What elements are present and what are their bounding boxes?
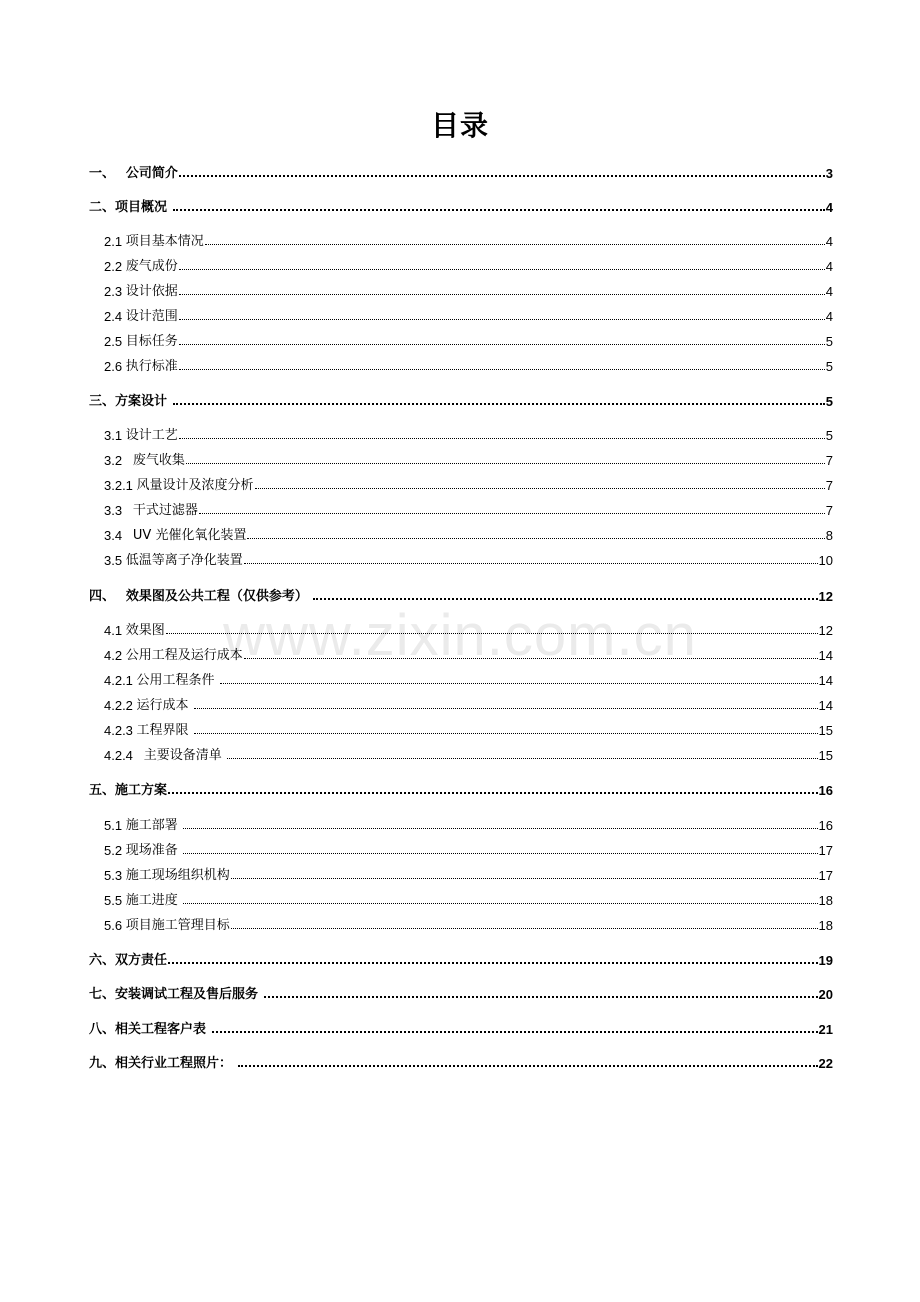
toc-entry-number: 四、 [89, 588, 126, 603]
toc-entry-number: 5.2 [104, 843, 126, 858]
toc-entry-title: 项目概况 [115, 200, 172, 215]
toc-entry-title: 双方责任 [115, 953, 168, 968]
toc-entry-number: 4.2.1 [104, 673, 137, 688]
toc-entry-section[interactable] [89, 780, 833, 798]
toc-entry-subsection[interactable] [104, 425, 833, 443]
toc-entry-page-number: 18 [818, 918, 833, 933]
toc-entry-subsection[interactable] [104, 331, 833, 349]
toc-entry-page-number: 20 [818, 987, 833, 1002]
toc-entry-title: 公用工程及运行成本 [125, 648, 243, 663]
toc-entry-title: 风量设计及浓度分析 [136, 478, 254, 493]
toc-entry-subsection[interactable] [104, 450, 833, 468]
toc-entry-subsection[interactable] [104, 645, 833, 663]
toc-entry-subsection[interactable] [104, 231, 833, 249]
toc-dot-leader [173, 209, 825, 211]
toc-dot-leader [179, 269, 825, 270]
toc-entry-section[interactable] [89, 163, 833, 181]
toc-entry-page-number: 4 [825, 234, 833, 249]
toc-entry-title: 目标任务 [125, 334, 178, 349]
toc-dot-leader [166, 633, 818, 634]
toc-entry-subsection[interactable] [104, 915, 833, 933]
toc-dot-leader [244, 658, 818, 659]
toc-entry-number: 九、 [89, 1055, 116, 1070]
toc-entry-page-number: 16 [818, 783, 833, 798]
toc-entry-title: 低温等离子净化装置 [125, 553, 243, 568]
toc-entry-page-number: 18 [818, 893, 833, 908]
toc-dot-leader [247, 538, 824, 539]
toc-entry-title: 施工进度 [125, 893, 182, 908]
toc-entry-subsection[interactable] [104, 670, 833, 688]
toc-entry-number: 3.2 [104, 453, 133, 468]
toc-entry-title: 效果图 [125, 623, 165, 638]
toc-entry-page-number: 5 [825, 334, 833, 349]
toc-dot-leader [194, 708, 818, 709]
toc-entry-page-number: 7 [825, 478, 833, 493]
toc-entry-number: 5.6 [104, 918, 126, 933]
toc-entry-title: 设计依据 [125, 284, 178, 299]
toc-entry-number: 3.3 [104, 503, 133, 518]
toc-entry-title: 效果图及公共工程（仅供参考） [125, 589, 313, 604]
toc-entry-page-number: 5 [825, 428, 833, 443]
toc-entry-title: 工程界限 [136, 723, 193, 738]
watermark: www.zixin.com.cn [223, 603, 697, 668]
toc-entry-section[interactable] [89, 586, 833, 604]
toc-entry-page-number: 3 [825, 166, 833, 181]
toc-entry-title: 施工现场组织机构 [125, 868, 230, 883]
toc-entry-title: 安装调试工程及售后服务 [115, 987, 263, 1002]
toc-entry-number: 4.2 [104, 648, 126, 663]
toc-entry-page-number: 12 [818, 589, 833, 604]
toc-entry-page-number: 22 [818, 1056, 833, 1071]
toc-entry-section[interactable] [89, 1053, 833, 1071]
toc-entry-number: 八、 [89, 1021, 116, 1036]
toc-entry-title: 相关工程客户表 [115, 1022, 211, 1037]
toc-dot-leader [264, 996, 818, 998]
toc-entry-subsection[interactable] [104, 840, 833, 858]
toc-dot-leader [179, 175, 825, 177]
toc-entry-number: 3.2.1 [104, 478, 137, 493]
toc-entry-page-number: 16 [818, 818, 833, 833]
toc-dot-leader [227, 758, 818, 759]
toc-entry-number: 2.2 [104, 259, 126, 274]
toc-entry-section[interactable] [89, 1019, 833, 1037]
toc-entry-page-number: 14 [818, 698, 833, 713]
toc-dot-leader [173, 403, 825, 405]
toc-dot-leader [313, 598, 817, 600]
toc-entry-page-number: 8 [825, 528, 833, 543]
toc-entry-subsection[interactable] [104, 525, 833, 543]
toc-entry-subsection[interactable] [104, 550, 833, 568]
toc-entry-page-number: 17 [818, 843, 833, 858]
toc-entry-number: 三、 [89, 393, 116, 408]
toc-dot-leader [231, 928, 818, 929]
toc-entry-page-number: 7 [825, 503, 833, 518]
toc-entry-page-number: 15 [818, 723, 833, 738]
toc-entry-page-number: 14 [818, 673, 833, 688]
toc-entry-subsection[interactable] [104, 720, 833, 738]
toc-entry-title: 干式过滤器 [132, 503, 198, 518]
toc-entry-subsection[interactable] [104, 865, 833, 883]
toc-entry-title: 主要设备清单 [143, 748, 226, 763]
toc-entry-number: 4.2.2 [104, 698, 137, 713]
toc-entry-number: 3.5 [104, 553, 126, 568]
toc-entry-number: 2.1 [104, 234, 126, 249]
toc-entry-page-number: 4 [825, 284, 833, 299]
toc-entry-number: 2.6 [104, 359, 126, 374]
toc-entry-number: 4.2.3 [104, 723, 137, 738]
toc-entry-page-number: 10 [818, 553, 833, 568]
toc-dot-leader [179, 319, 825, 320]
toc-dot-leader [183, 828, 818, 829]
toc-entry-title: 现场准备 [125, 843, 182, 858]
toc-entry-page-number: 4 [825, 200, 833, 215]
toc-entry-number: 3.1 [104, 428, 126, 443]
toc-entry-title: 施工方案 [115, 783, 168, 798]
toc-entry-page-number: 14 [818, 648, 833, 663]
toc-entry-page-number: 17 [818, 868, 833, 883]
toc-entry-section[interactable] [89, 950, 833, 968]
toc-entry-number: 二、 [89, 199, 116, 214]
toc-entry-number: 一、 [89, 165, 126, 180]
toc-dot-leader [168, 962, 818, 964]
toc-entry-title: 设计范围 [125, 309, 178, 324]
toc-entry-title: 设计工艺 [125, 428, 178, 443]
toc-entry-page-number: 5 [825, 394, 833, 409]
toc-dot-leader [179, 294, 825, 295]
toc-dot-leader [179, 344, 825, 345]
toc-entry-title: 施工部署 [125, 818, 182, 833]
toc-entry-page-number: 5 [825, 359, 833, 374]
page-title: 目录 [430, 109, 489, 142]
toc-dot-leader [238, 1065, 818, 1067]
toc-entry-page-number: 4 [825, 309, 833, 324]
toc-entry-section[interactable] [89, 984, 833, 1002]
toc-entry-section[interactable] [89, 391, 833, 409]
toc-entry-page-number: 15 [818, 748, 833, 763]
toc-entry-number: 3.4 [104, 528, 133, 543]
toc-dot-leader [255, 488, 825, 489]
toc-entry-title: 公用工程条件 [136, 673, 219, 688]
toc-entry-title: 项目基本情况 [125, 234, 204, 249]
toc-entry-number: 5.5 [104, 893, 126, 908]
toc-entry-subsection[interactable] [104, 745, 833, 763]
toc-entry-title: 废气收集 [132, 453, 185, 468]
toc-dot-leader [244, 563, 818, 564]
toc-entry-subsection[interactable] [104, 890, 833, 908]
toc-dot-leader [168, 792, 818, 794]
toc-dot-leader [194, 733, 818, 734]
toc-entry-subsection[interactable] [104, 356, 833, 374]
toc-entry-page-number: 21 [818, 1022, 833, 1037]
toc-entry-number: 4.2.4 [104, 748, 144, 763]
toc-dot-leader [186, 463, 825, 464]
toc-entry-section[interactable] [89, 197, 833, 215]
toc-entry-number: 六、 [89, 952, 116, 967]
toc-entry-title: 方案设计 [115, 394, 172, 409]
toc-entry-subsection[interactable] [104, 620, 833, 638]
toc-dot-leader [220, 683, 818, 684]
toc-dot-leader [183, 853, 818, 854]
toc-dot-leader [183, 903, 818, 904]
toc-entry-title: 相关行业工程照片： [115, 1056, 237, 1071]
toc-entry-title: 执行标准 [125, 359, 178, 374]
toc-dot-leader [231, 878, 818, 879]
toc-entry-page-number: 12 [818, 623, 833, 638]
toc-entry-title: 公司简介 [125, 166, 178, 181]
toc-entry-number: 2.5 [104, 334, 126, 349]
toc-entry-title: UV 光催化氧化装置 [132, 528, 247, 543]
toc-entry-number: 4.1 [104, 623, 126, 638]
toc-entry-page-number: 19 [818, 953, 833, 968]
toc-entry-title: 运行成本 [136, 698, 193, 713]
toc-entry-subsection[interactable] [104, 695, 833, 713]
toc-entry-subsection[interactable] [104, 281, 833, 299]
toc-entry-subsection[interactable] [104, 815, 833, 833]
toc-entry-number: 2.3 [104, 284, 126, 299]
toc-entry-page-number: 7 [825, 453, 833, 468]
toc-entry-number: 五、 [89, 782, 116, 797]
toc-entry-number: 5.1 [104, 818, 126, 833]
toc-entry-subsection[interactable] [104, 475, 833, 493]
toc-entry-title: 废气成份 [125, 259, 178, 274]
toc-entry-subsection[interactable] [104, 256, 833, 274]
toc-entry-number: 七、 [89, 986, 116, 1001]
toc-entry-number: 5.3 [104, 868, 126, 883]
toc-entry-page-number: 4 [825, 259, 833, 274]
toc-dot-leader [212, 1031, 818, 1033]
toc-entry-number: 2.4 [104, 309, 126, 324]
toc-entry-title: 项目施工管理目标 [125, 918, 230, 933]
toc-entry-subsection[interactable] [104, 500, 833, 518]
toc-dot-leader [179, 438, 825, 439]
toc-dot-leader [205, 244, 825, 245]
toc-entry-subsection[interactable] [104, 306, 833, 324]
toc-dot-leader [179, 369, 825, 370]
toc-dot-leader [199, 513, 825, 514]
